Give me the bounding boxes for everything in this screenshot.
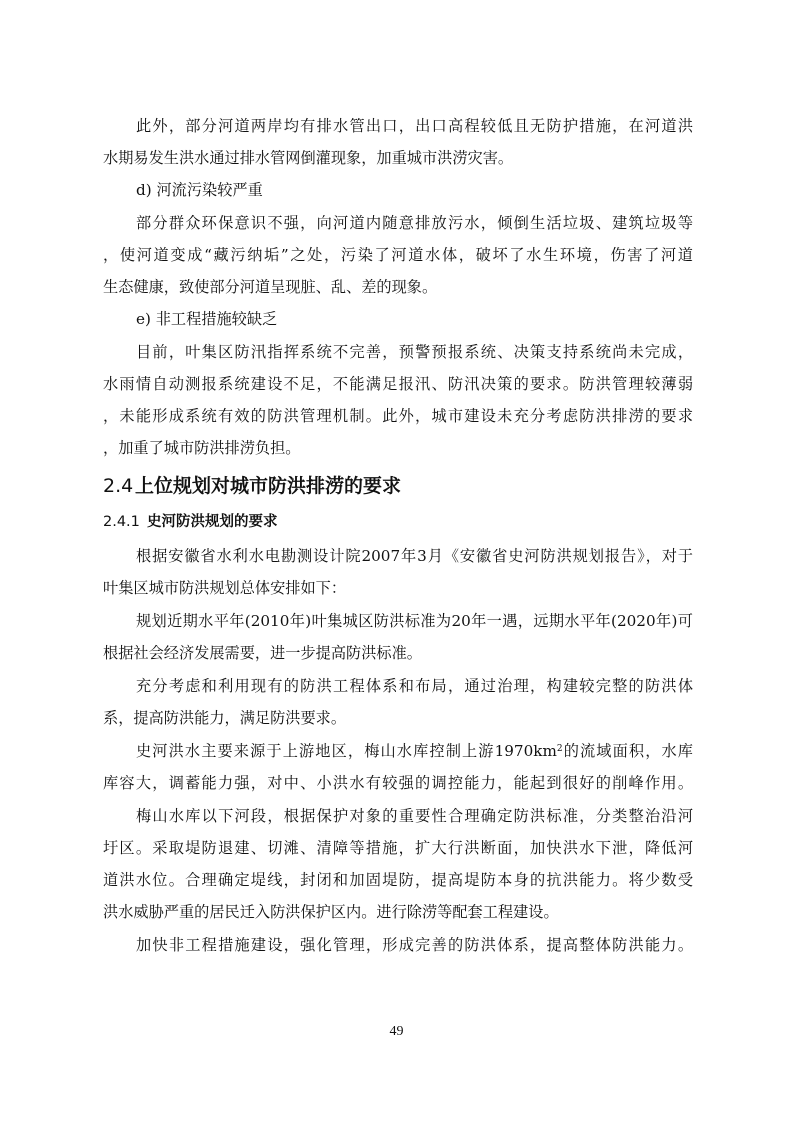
superscript: 2 [556,744,563,754]
paragraph-line: ，使河道变成“藏污纳垢”之处，污染了河道水体，破坏了水生环境，伤害了河道 [103,246,693,264]
paragraph-line: 充分考虑和利用现有的防洪工程体系和布局，通过治理，构建较完整的防洪体 [136,677,693,695]
subsection-title: 史河防洪规划的要求 [147,514,278,530]
paragraph-line: 根据社会经济发展需要，进一步提高防洪标准。 [103,644,422,662]
paragraph-line: 水雨情自动测报系统建设不足，不能满足报汛、防汛决策的要求。防洪管理较薄弱 [103,375,693,393]
section-title: 上位规划对城市防洪排涝的要求 [135,475,402,497]
paragraph-line: 梅山水库以下河段，根据保护对象的重要性合理确定防洪标准，分类整治沿河 [136,807,693,825]
page-number: 49 [389,1024,404,1039]
paragraph-line: 规划近期水平年(2010年)叶集城区防洪标准为20年一遇，远期水平年(2020年)可 [136,612,693,630]
paragraph-line: 洪水威胁严重的居民迁入防洪保护区内。进行除涝等配套工程建设。 [103,903,559,921]
paragraph-line: 库容大，调蓄能力强，对中、小洪水有较强的调控能力，能起到很好的削峰作用。 [103,774,693,792]
paragraph-line: 生态健康，致使部分河道呈现脏、乱、差的现象。 [103,278,438,296]
text-segment: 的流域面积，水库 [562,742,693,760]
subheading-d: d) 河流污染较严重 [136,181,263,199]
paragraph-line: ，未能形成系统有效的防洪管理机制。此外，城市建设未充分考虑防洪排涝的要求 [103,407,693,425]
paragraph-line: 系，提高防洪能力，满足防洪要求。 [103,709,346,727]
paragraph-line [136,738,693,764]
paragraph-line: 部分群众环保意识不强，向河道内随意排放污水，倾倒生活垃圾、建筑垃圾等 [136,214,693,232]
paragraph-line: 目前，叶集区防汛指挥系统不完善，预警预报系统、决策支持系统尚未完成， [136,343,693,361]
subsection-heading [103,510,278,534]
paragraph-line: ，加重了城市防洪排涝负担。 [103,439,301,457]
section-heading [103,472,401,500]
paragraph-line: 叶集区城市防洪规划总体安排如下： [103,579,346,597]
paragraph-line: 加快非工程措施建设，强化管理，形成完善的防洪体系，提高整体防洪能力。 [136,936,693,954]
subheading-e: e) 非工程措施较缺乏 [136,310,278,328]
paragraph-line: 圩区。采取堤防退建、切滩、清障等措施，扩大行洪断面，加快洪水下泄，降低河 [103,839,693,857]
text-segment: 史河洪水主要来源于上游地区，梅山水库控制上游1970km [136,742,557,760]
paragraph-line: 道洪水位。合理确定堤线，封闭和加固堤防，提高堤防本身的抗洪能力。将少数受 [103,871,693,889]
subsection-number: 2.4.1 [103,514,140,530]
section-number: 2.4 [103,475,134,497]
paragraph-line: 水期易发生洪水通过排水管网倒灌现象，加重城市洪涝灾害。 [103,149,514,167]
paragraph-line: 此外，部分河道两岸均有排水管出口，出口高程较低且无防护措施，在河道洪 [136,117,693,135]
paragraph-line: 根据安徽省水利水电勘测设计院2007年3月《安徽省史河防洪规划报告》，对于 [136,547,693,565]
